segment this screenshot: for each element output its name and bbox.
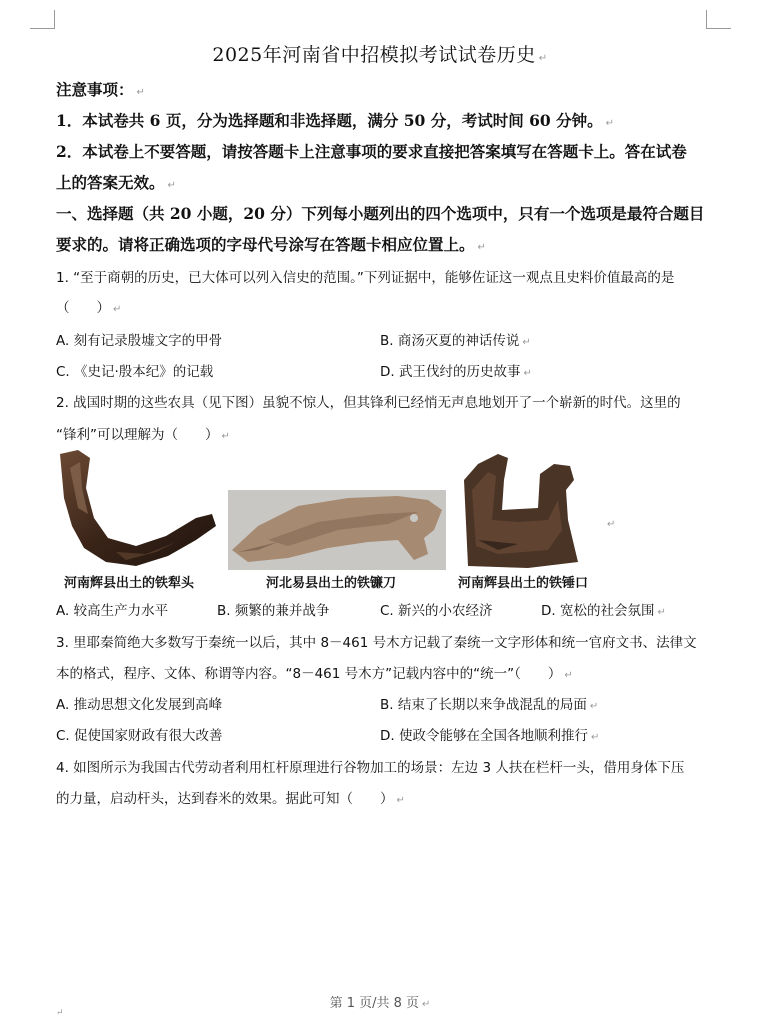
paragraph-mark-icon: ↵ — [523, 368, 532, 379]
paragraph-mark-icon: ↵ — [590, 732, 600, 743]
q2-option-c: C. 新兴的小农经济 — [380, 603, 493, 619]
notice-item-1: 1．本试卷共 6 页，分为选择题和非选择题，满分 50 分，考试时间 60 分钟。 ↵ — [56, 111, 614, 130]
paragraph-mark-icon: ↵ — [136, 87, 145, 98]
paragraph-mark-icon: ↵ — [607, 519, 616, 530]
notice-item-2-line-1: 2．本试卷上不要答题，请按答题卡上注意事项的要求直接把答案填写在答题卡上。答在试卷 — [56, 142, 687, 161]
paragraph-mark-icon: ↵ — [113, 304, 122, 315]
q1-option-a: A. 刻有记录殷墟文字的甲骨 — [56, 333, 223, 349]
paragraph-mark-icon: ↵ — [589, 701, 599, 712]
page-title: 2025年河南省中招模拟考试试卷历史 ↵ — [212, 44, 548, 66]
photo-row-paragraph-mark — [604, 512, 615, 531]
q1-option-c: C. 《史记·殷本纪》的记载 — [56, 364, 214, 380]
q1-stem-line-2: （ ） ↵ — [56, 300, 122, 316]
paragraph-mark-icon: ↵ — [396, 795, 405, 806]
q2-option-d: D. 宽松的社会氛围 ↵ — [541, 603, 666, 619]
q1-stem-line-1: 1. “至于商朝的历史，已大体可以列入信史的范围。”下列证据中，能够佐证这一观点且史料价值最高的是 — [56, 270, 675, 286]
q3-option-d: D. 使政令能够在全国各地顺利推行 ↵ — [380, 728, 600, 744]
paragraph-mark-icon: ↵ — [605, 118, 614, 129]
paragraph-mark-icon: ↵ — [422, 999, 431, 1010]
q1-option-b: B. 商汤灭夏的神话传说 ↵ — [380, 333, 531, 349]
section-heading-line-1: 一、选择题（共 20 小题，20 分）下列每小题列出的四个选项中，只有一个选项是最符合题目 — [56, 204, 705, 223]
q2-stem-line-2: “锋利”可以理解为（ ） ↵ — [56, 427, 230, 443]
paragraph-mark-icon: ↵ — [477, 242, 486, 253]
q4-stem-line-2: 的力量，启动杆头，达到舂米的效果。据此可知（ ） ↵ — [56, 791, 405, 807]
q3-option-b: B. 结束了长期以来争战混乱的局面 ↵ — [380, 697, 599, 713]
iron-plow-photo — [56, 448, 216, 570]
q2-option-a: A. 较高生产力水平 — [56, 603, 169, 619]
q4-stem-line-1: 4. 如图所示为我国古代劳动者利用杠杆原理进行谷物加工的场景：左边 3 人扶在栏杆一头，借用身体下压 — [56, 760, 685, 776]
paragraph-mark-icon: ↵ — [564, 670, 573, 681]
q3-stem-line-1: 3. 里耶秦简绝大多数写于秦统一以后，其中 8－461 号木方记载了秦统一文字形体和统一官府文书、法律文 — [56, 635, 697, 651]
crop-mark-top-right — [706, 10, 731, 29]
paragraph-mark-icon: ↵ — [522, 337, 531, 348]
caption-iron-plow: 河南辉县出土的铁犁头 — [64, 576, 195, 591]
notice-item-2-line-2: 上的答案无效。 ↵ — [56, 173, 176, 192]
caption-iron-sickle: 河北易县出土的铁镰刀 — [266, 576, 397, 591]
page-footer: 第 1 页/共 8 页 ↵ — [329, 996, 431, 1011]
crop-mark-top-left — [30, 10, 55, 29]
paragraph-mark-icon: ↵ — [167, 180, 176, 191]
q2-option-b: B. 频繁的兼并战争 — [217, 603, 330, 619]
end-paragraph-mark: ↵ — [56, 1008, 64, 1018]
caption-iron-hoe: 河南辉县出土的铁锤口 — [458, 576, 589, 591]
section-heading-line-2: 要求的。请将正确选项的字母代号涂写在答题卡相应位置上。 ↵ — [56, 235, 486, 254]
paragraph-mark-icon: ↵ — [657, 607, 666, 618]
iron-sickle-photo — [228, 490, 446, 570]
q3-option-a: A. 推动思想文化发展到高峰 — [56, 697, 223, 713]
q3-stem-line-2: 本的格式，程序、文体、称谓等内容。“8－461 号木方”记载内容中的“统一”（ ） ↵ — [56, 666, 573, 682]
paragraph-mark-icon: ↵ — [538, 53, 548, 64]
q1-option-d: D. 武王伐纣的历史故事 ↵ — [380, 364, 532, 380]
notice-heading: 注意事项： ↵ — [56, 80, 145, 99]
q2-stem-line-1: 2. 战国时期的这些农具（见下图）虽貌不惊人，但其锋利已经悄无声息地划开了一个崭新的时代。这里的 — [56, 395, 681, 411]
q3-option-c: C. 促使国家财政有很大改善 — [56, 728, 223, 744]
iron-hoe-photo — [458, 450, 586, 572]
paragraph-mark-icon: ↵ — [221, 431, 230, 442]
